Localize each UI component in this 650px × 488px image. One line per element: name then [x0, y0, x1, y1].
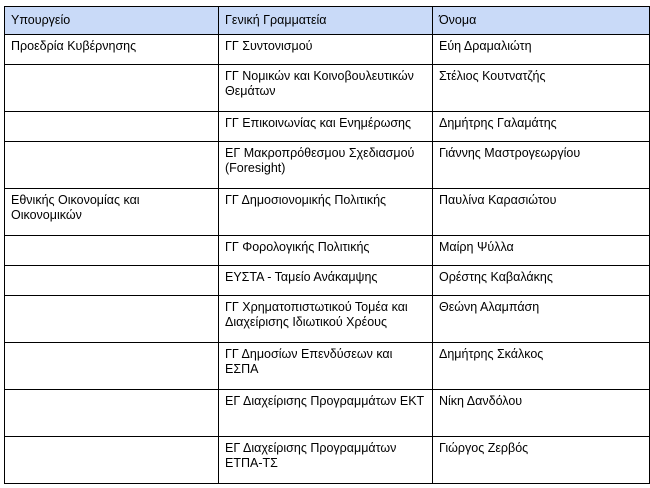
- ministry-cell: [5, 65, 219, 112]
- header-ministry: Υπουργείο: [5, 7, 219, 35]
- name-cell: Παυλίνα Καρασιώτου: [433, 189, 650, 236]
- ministry-cell: Προεδρία Κυβέρνησης: [5, 35, 219, 65]
- table-body: [5, 35, 650, 484]
- secretariats-table: [4, 6, 650, 484]
- name-cell: Στέλιος Κουτνατζής: [433, 65, 650, 112]
- name-cell: Θεώνη Αλαμπάση: [433, 296, 650, 343]
- table-header: [5, 7, 650, 35]
- ministry-cell: Εθνικής Οικονομίας και Οικονομικών: [5, 189, 219, 236]
- secretariat-cell: ΓΓ Νομικών και Κοινοβουλευτικών Θεμάτων: [219, 65, 433, 112]
- secretariat-cell: ΓΓ Δημοσίων Επενδύσεων και ΕΣΠΑ: [219, 343, 433, 390]
- table-row: [5, 65, 650, 112]
- secretariat-cell: ΓΓ Φορολογικής Πολιτικής: [219, 236, 433, 266]
- secretariat-cell: ΕΓ Διαχείρισης Προγραμμάτων ΕΤΠΑ-ΤΣ: [219, 437, 433, 484]
- table-row: [5, 266, 650, 296]
- name-cell: Δημήτρης Γαλαμάτης: [433, 112, 650, 142]
- table-row: [5, 189, 650, 236]
- secretariat-cell: ΓΓ Επικοινωνίας και Ενημέρωσης: [219, 112, 433, 142]
- secretariat-cell: ΕΥΣΤΑ - Ταμείο Ανάκαμψης: [219, 266, 433, 296]
- ministry-cell: [5, 142, 219, 189]
- ministry-cell: [5, 296, 219, 343]
- secretariat-cell: ΕΓ Διαχείρισης Προγραμμάτων ΕΚΤ: [219, 390, 433, 437]
- name-cell: Μαίρη Ψύλλα: [433, 236, 650, 266]
- name-cell: Γιάννης Μαστρογεωργίου: [433, 142, 650, 189]
- secretariat-cell: ΓΓ Δημοσιονομικής Πολιτικής: [219, 189, 433, 236]
- header-row: [5, 7, 650, 35]
- ministry-cell: [5, 390, 219, 437]
- table-row: [5, 112, 650, 142]
- table-row: [5, 142, 650, 189]
- name-cell: Γιώργος Ζερβός: [433, 437, 650, 484]
- name-cell: Εύη Δραμαλιώτη: [433, 35, 650, 65]
- name-cell: Δημήτρης Σκάλκος: [433, 343, 650, 390]
- ministry-cell: [5, 112, 219, 142]
- header-name: Όνομα: [433, 7, 650, 35]
- name-cell: Ορέστης Καβαλάκης: [433, 266, 650, 296]
- table-row: [5, 296, 650, 343]
- table-row: [5, 437, 650, 484]
- secretariat-cell: ΓΓ Χρηματοπιστωτικού Τομέα και Διαχείρισης Ιδιωτικού Χρέους: [219, 296, 433, 343]
- secretariat-cell: ΓΓ Συντονισμού: [219, 35, 433, 65]
- header-secretariat: Γενική Γραμματεία: [219, 7, 433, 35]
- table-row: [5, 343, 650, 390]
- table-row: [5, 390, 650, 437]
- table-row: [5, 35, 650, 65]
- ministry-cell: [5, 343, 219, 390]
- ministry-cell: [5, 236, 219, 266]
- ministry-cell: [5, 437, 219, 484]
- table-row: [5, 236, 650, 266]
- secretariat-cell: ΕΓ Μακροπρόθεσμου Σχεδιασμού (Foresight): [219, 142, 433, 189]
- ministry-cell: [5, 266, 219, 296]
- name-cell: Νίκη Δανδόλου: [433, 390, 650, 437]
